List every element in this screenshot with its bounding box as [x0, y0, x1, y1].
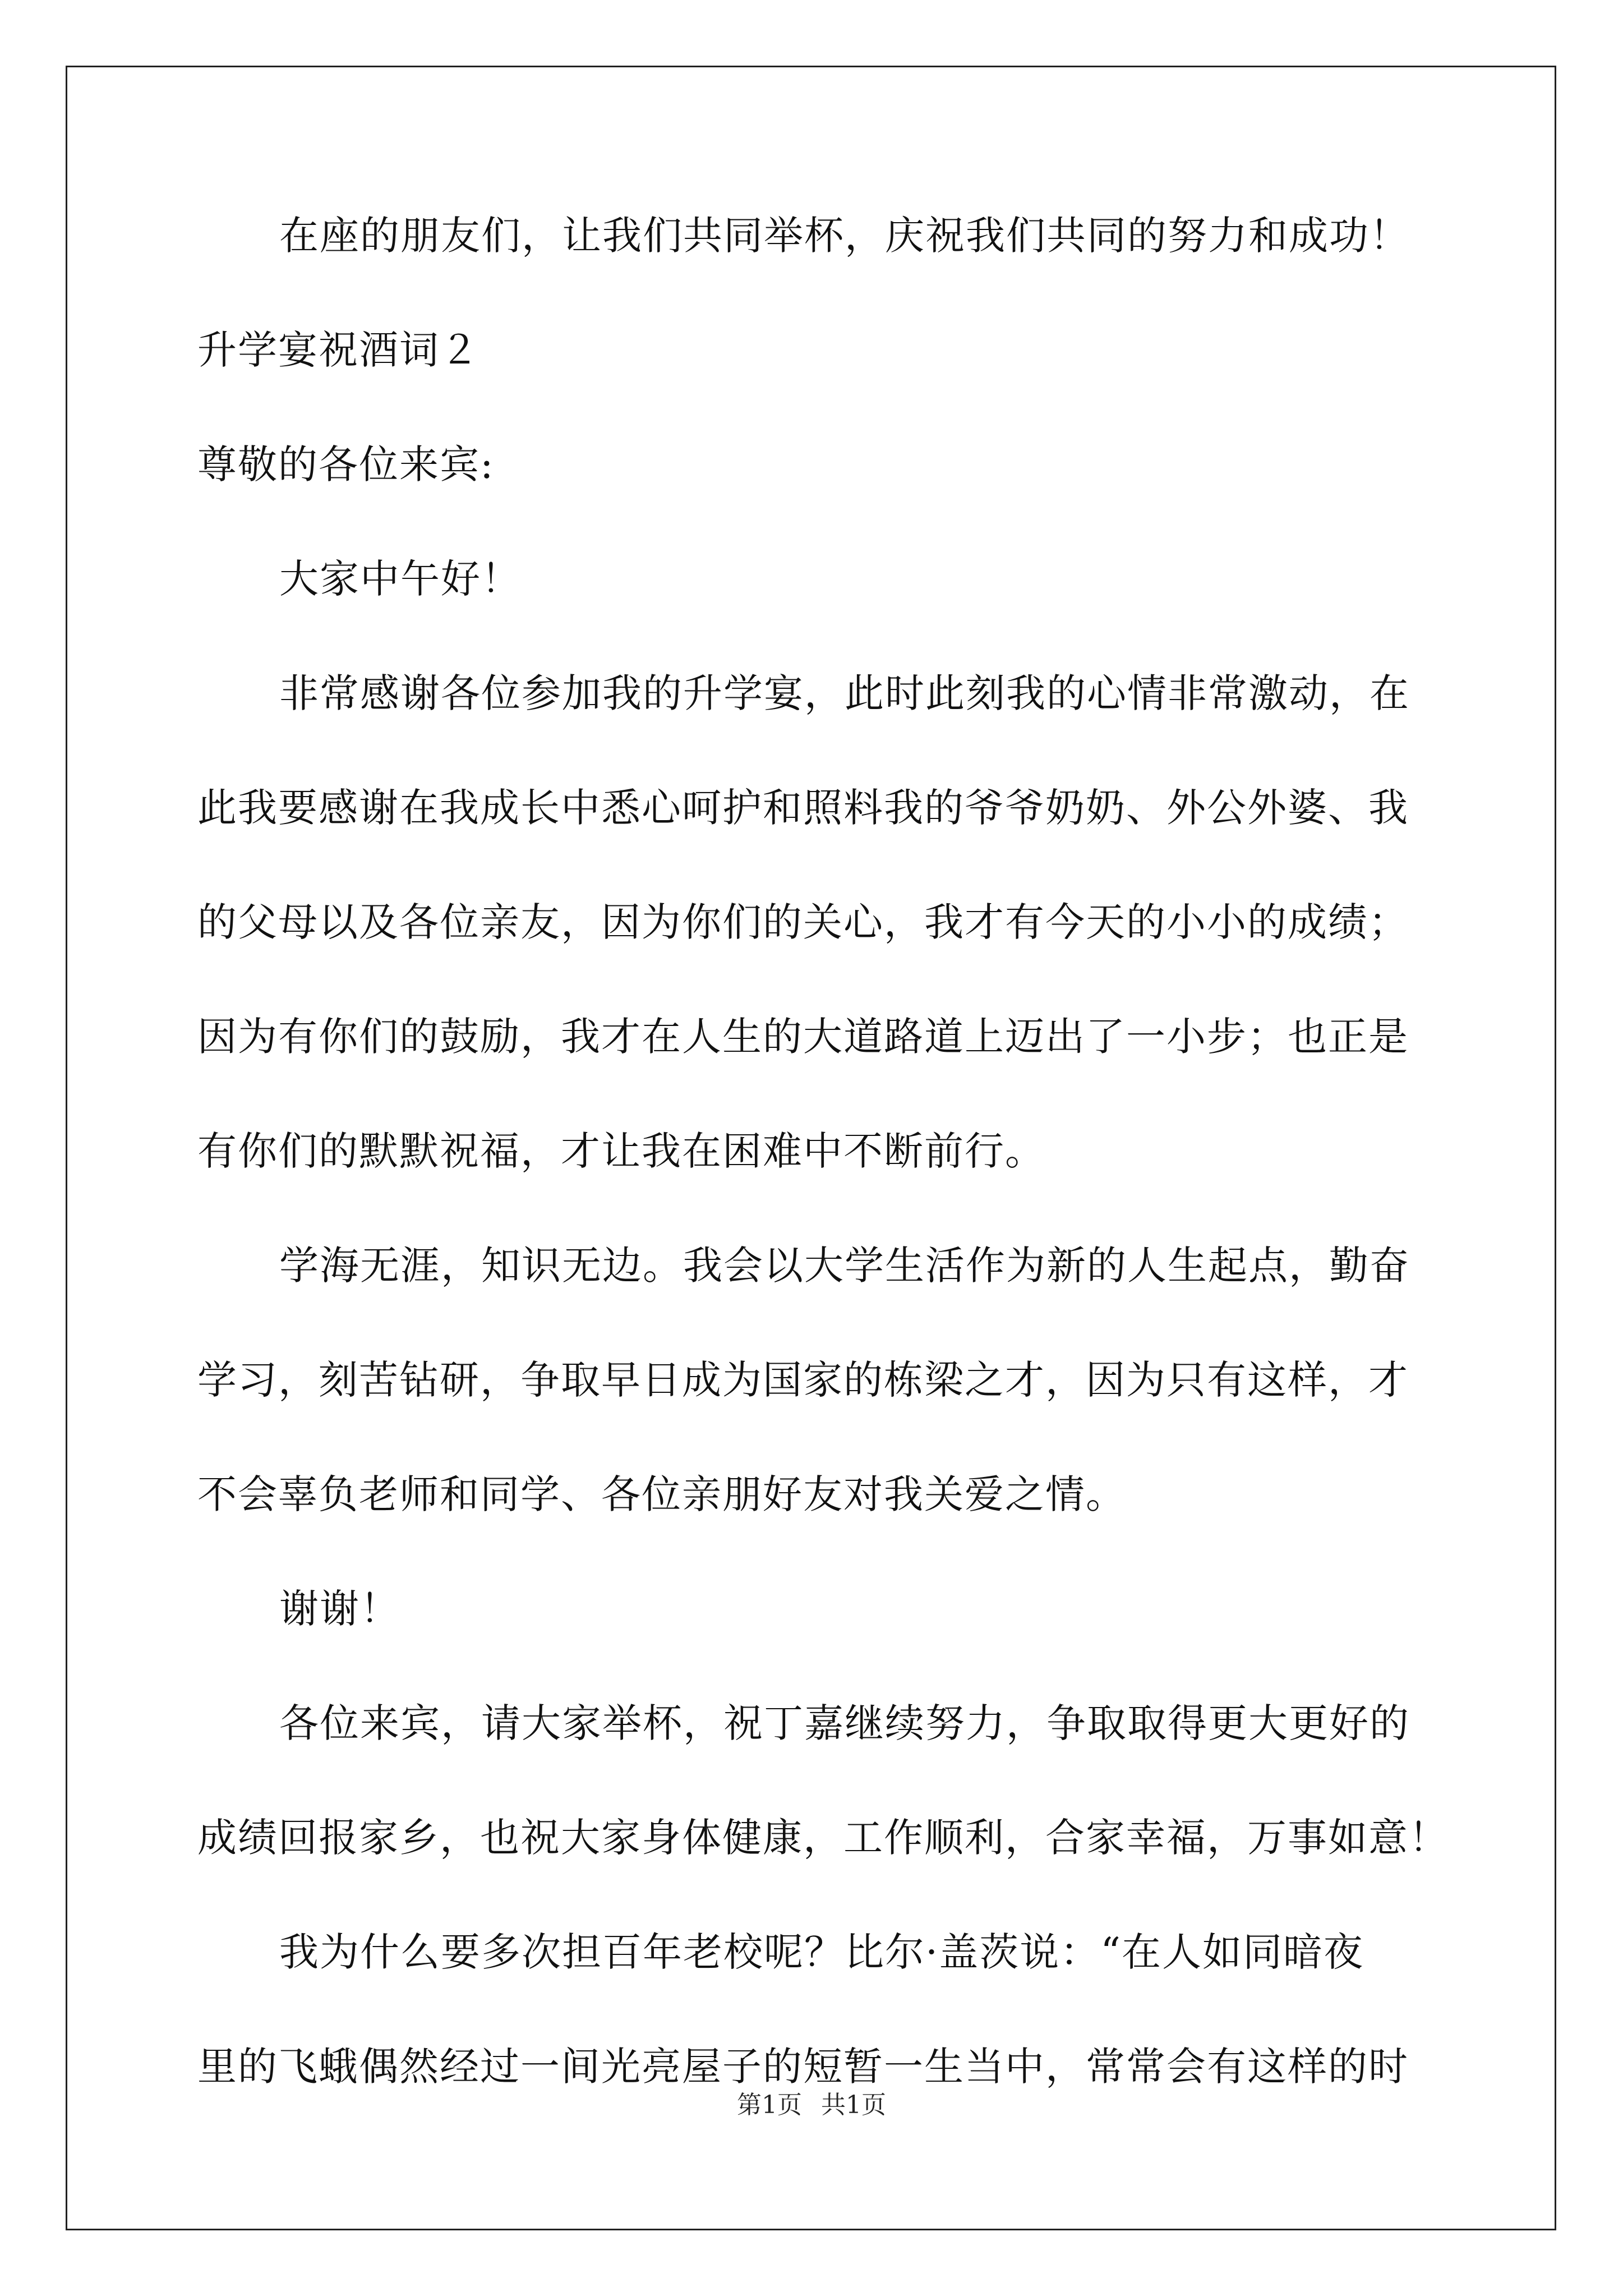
- greeting-line: 大家中午好！: [279, 556, 522, 602]
- page-total: 共1页: [821, 2091, 886, 2119]
- paragraph-line: 非常感谢各位参加我的升学宴，此时此刻我的心情非常激动，在: [279, 670, 1410, 716]
- page-number: 第1页: [737, 2091, 802, 2119]
- paragraph-line: 有你们的默默祝福，才让我在困难中不断前行。: [197, 1128, 1045, 1174]
- paragraph-line: 在座的朋友们，让我们共同举杯，庆祝我们共同的努力和成功！: [279, 213, 1410, 259]
- section-heading: 升学宴祝酒词２: [197, 327, 480, 373]
- paragraph-line: 各位来宾，请大家举杯，祝丁嘉继续努力，争取取得更大更好的: [279, 1700, 1410, 1746]
- paragraph-line: 学海无涯，知识无边。我会以大学生活作为新的人生起点，勤奋: [279, 1243, 1410, 1289]
- paragraph-line: 我为什么要多次担百年老校呢？比尔·盖茨说：“在人如同暗夜: [279, 1929, 1364, 1975]
- paragraph-line: 学习，刻苦钻研，争取早日成为国家的栋梁之才，因为只有这样，才: [197, 1357, 1409, 1403]
- paragraph-line: 因为有你们的鼓励，我才在人生的大道路道上迈出了一小步；也正是: [197, 1014, 1409, 1060]
- thanks-line: 谢谢！: [279, 1586, 400, 1632]
- paragraph-line: 不会辜负老师和同学、各位亲朋好友对我关爱之情。: [197, 1471, 1126, 1517]
- paragraph-line: 此我要感谢在我成长中悉心呵护和照料我的爷爷奶奶、外公外婆、我: [197, 785, 1409, 831]
- paragraph-line: 里的飞蛾偶然经过一间光亮屋子的短暂一生当中，常常会有这样的时: [197, 2044, 1409, 2090]
- document-body: [197, 213, 1449, 2159]
- salutation: 尊敬的各位来宾:: [197, 441, 495, 487]
- page-footer: [0, 2091, 1623, 2119]
- paragraph-line: 成绩回报家乡，也祝大家身体健康，工作顺利，合家幸福，万事如意！: [197, 1815, 1449, 1861]
- paragraph-line: 的父母以及各位亲友，因为你们的关心，我才有今天的小小的成绩；: [197, 899, 1409, 945]
